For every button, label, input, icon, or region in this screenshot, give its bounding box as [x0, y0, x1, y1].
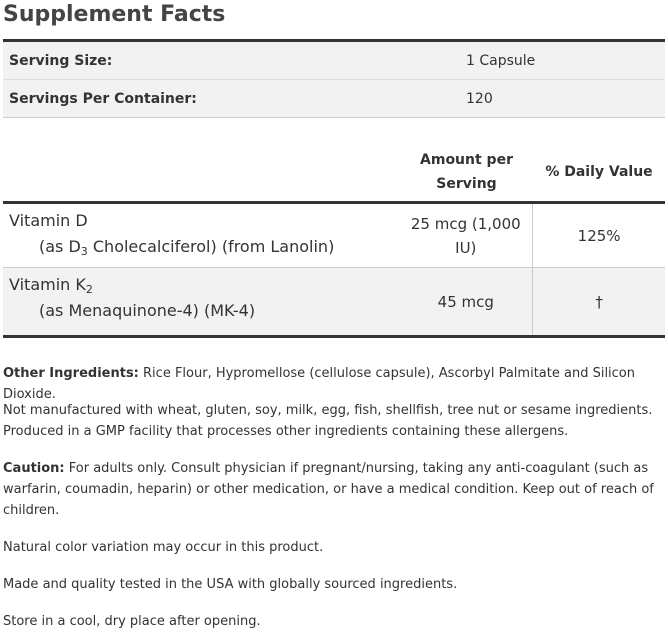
- other-ingredients: Other Ingredients: Rice Flour, Hypromellose (cellulose capsule), Ascorbyl Palmitate and Silicon Dioxide.: [3, 366, 636, 402]
- nutrient-table-header: [3, 142, 665, 204]
- nutrient-daily-value: †: [595, 292, 603, 311]
- nutrient-amount: 25 mcg (1,000 IU): [399, 204, 533, 267]
- nutrient-name: Vitamin D: [9, 211, 88, 230]
- servings-per-container-row: [3, 79, 665, 117]
- nutrient-name-cell: [3, 204, 399, 267]
- storage-note: Store in a cool, dry place after opening.: [3, 614, 261, 629]
- servings-per-container-label: Servings Per Container:: [9, 90, 197, 107]
- table-row: [3, 204, 665, 268]
- caution-statement: Caution: For adults only. Consult physician if pregnant/nursing, taking any anti-coagulant (such as warfarin, coumadin, heparin) or other medication, or have a medical condition. Keep out of reach of children.: [3, 461, 654, 518]
- page-title: Supplement Facts: [3, 2, 226, 27]
- made-note: Made and quality tested in the USA with globally sourced ingredients.: [3, 577, 458, 592]
- allergen-statement: Not manufactured with wheat, gluten, soy, milk, egg, fish, shellfish, tree nut or sesame ingredients. Produced in a GMP facility that processes other ingredients containing these allergens.: [3, 403, 653, 439]
- serving-size-value: 1 Capsule: [466, 52, 536, 69]
- serving-info: [3, 39, 665, 118]
- amount-header-line2: Serving: [436, 175, 497, 192]
- nutrient-name: Vitamin $K_2$: [9, 275, 93, 296]
- serving-size-label: Serving Size:: [9, 52, 113, 69]
- nutrient-detail: (as $D_3$ Cholecalciferol) (from Lanolin): [39, 237, 335, 258]
- servings-per-container-value: 120: [466, 90, 493, 107]
- serving-size-row: [3, 42, 665, 79]
- nutrient-name-cell: [3, 268, 399, 335]
- nutrient-amount: 45 mcg: [399, 268, 533, 335]
- amount-header: [400, 148, 533, 196]
- nutrient-daily-value: 125%: [577, 226, 621, 245]
- nutrient-table: [3, 142, 665, 338]
- daily-value-header: % Daily Value: [545, 163, 653, 180]
- amount-header-line1: Amount per: [420, 151, 513, 168]
- color-note: Natural color variation may occur in this product.: [3, 540, 324, 555]
- table-row: [3, 268, 665, 335]
- nutrient-detail: (as Menaquinone-4) (MK-4): [39, 301, 256, 320]
